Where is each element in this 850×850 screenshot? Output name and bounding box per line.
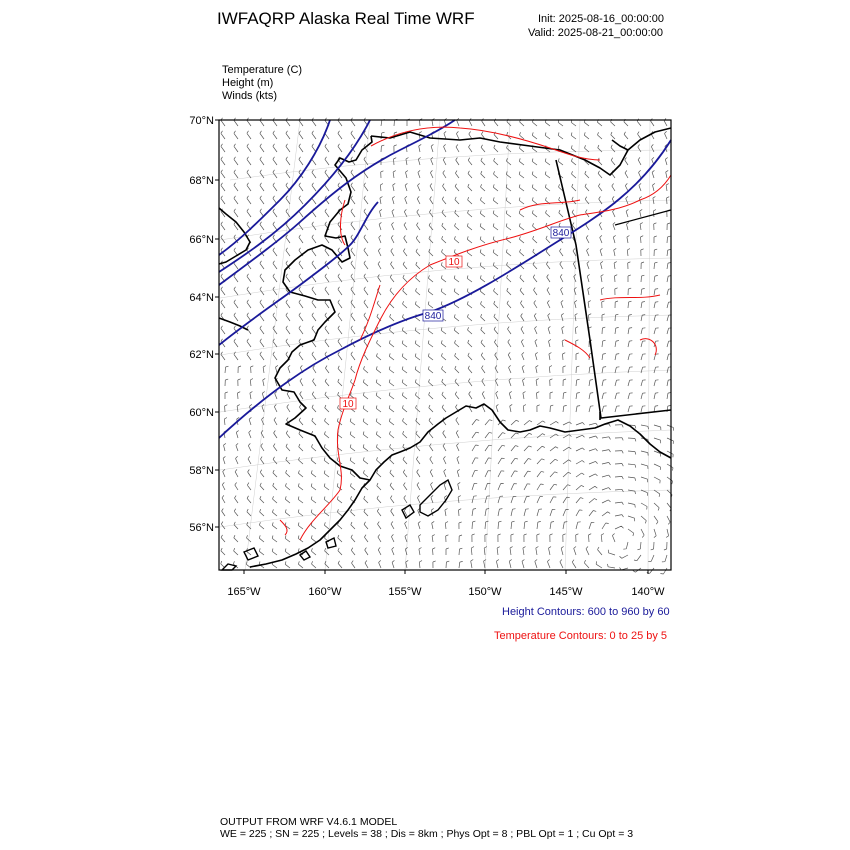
contour-label-temp-1 [446, 256, 462, 268]
legend-winds: Winds (kts) [222, 90, 277, 102]
lon-label: 165°W [227, 586, 261, 598]
temp-label-text: 10 [342, 399, 354, 410]
lon-label: 155°W [388, 586, 422, 598]
temp-label-text: 10 [448, 257, 460, 268]
lat-labels [189, 115, 214, 534]
lat-label: 64°N [189, 292, 214, 304]
lon-label: 160°W [308, 586, 342, 598]
map-title: IWFAQRP Alaska Real Time WRF [217, 9, 475, 28]
lat-label: 56°N [189, 522, 214, 534]
contour-label-height-2 [423, 310, 443, 322]
valid-time: Valid: 2025-08-21_00:00:00 [528, 27, 663, 39]
wind-barb-field [221, 118, 674, 574]
temperature-contours-info: Temperature Contours: 0 to 25 by 5 [494, 630, 668, 642]
contour-label-temp-2 [340, 398, 356, 410]
canada-border [556, 160, 671, 418]
legend-height: Height (m) [222, 77, 274, 89]
init-time: Init: 2025-08-16_00:00:00 [538, 13, 664, 25]
lat-label: 58°N [189, 465, 214, 477]
footer-config: WE = 225 ; SN = 225 ; Levels = 38 ; Dis = 8km ; Phys Opt = 8 ; PBL Opt = 1 ; Cu Opt = 3 [220, 828, 634, 840]
lon-label: 140°W [631, 586, 665, 598]
contour-label-height-1 [551, 227, 571, 239]
lon-labels [227, 586, 665, 598]
lon-label: 145°W [549, 586, 583, 598]
wind-barbs [221, 118, 674, 574]
footer-model: OUTPUT FROM WRF V4.6.1 MODEL [220, 816, 398, 828]
yukon-border [615, 210, 671, 225]
lat-label: 68°N [189, 175, 214, 187]
legend-temperature: Temperature (C) [222, 64, 303, 76]
lon-label: 150°W [468, 586, 502, 598]
lat-label: 66°N [189, 234, 214, 246]
lat-label: 70°N [189, 115, 214, 127]
height-contours-info: Height Contours: 600 to 960 by 60 [502, 606, 670, 618]
height-label-text: 840 [424, 311, 442, 322]
lat-label: 62°N [189, 349, 214, 361]
height-label-text: 840 [552, 228, 570, 239]
lat-label: 60°N [189, 407, 214, 419]
